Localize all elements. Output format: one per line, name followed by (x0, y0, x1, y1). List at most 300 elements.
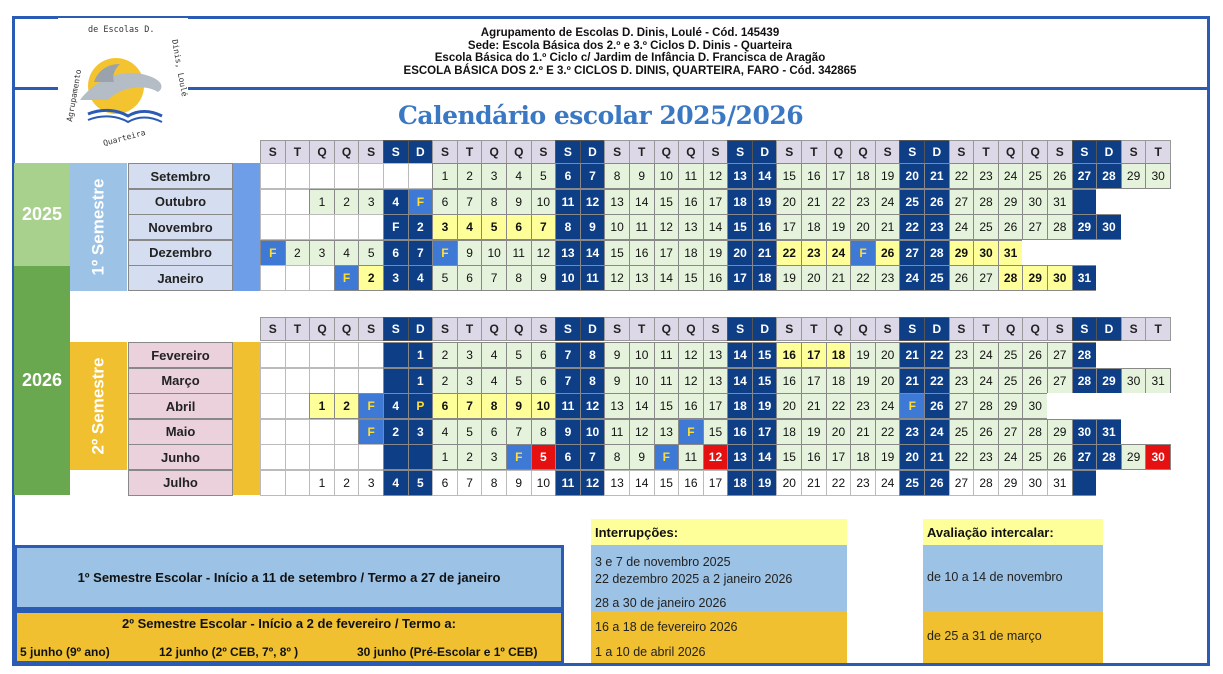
day-cell: 14 (727, 368, 753, 394)
day-cell: 5 (481, 214, 507, 240)
day-cell: 20 (875, 342, 901, 368)
day-cell: 15 (703, 419, 729, 445)
day-cell: 22 (924, 368, 950, 394)
day-cell: 30 (1047, 265, 1073, 291)
day-cell: 13 (727, 444, 753, 470)
day-cell: 12 (604, 265, 630, 291)
day-cell: 23 (973, 444, 999, 470)
month-row (260, 444, 1170, 470)
day-cell: 26 (924, 393, 950, 419)
day-cell (1145, 189, 1171, 215)
month-row (260, 265, 1170, 291)
day-cell: 16 (703, 265, 729, 291)
day-cell (260, 470, 286, 496)
day-cell (1072, 393, 1098, 419)
school-line-2: Sede: Escola Básica dos 2.º e 3.º Ciclos D. Dinis - Quarteira (467, 39, 793, 52)
day-cell: 16 (801, 163, 827, 189)
day-cell: 23 (973, 163, 999, 189)
day-cell (334, 342, 360, 368)
weekday-header-cell: S (604, 317, 630, 341)
day-cell (358, 214, 384, 240)
day-cell: 28 (998, 265, 1024, 291)
weekday-header-cell: S (260, 140, 286, 164)
day-cell: 11 (629, 214, 655, 240)
day-cell: F (678, 419, 704, 445)
weekday-header-cell: S (358, 317, 384, 341)
day-cell: 23 (924, 214, 950, 240)
day-cell: 21 (875, 214, 901, 240)
day-cell: 30 (973, 240, 999, 266)
semester-2-end-2ceb: 12 junho (2º CEB, 7º, 8º ) (159, 645, 299, 659)
day-cell: 30 (1096, 214, 1122, 240)
day-cell (408, 163, 434, 189)
day-cell: 20 (776, 393, 802, 419)
day-cell (1096, 240, 1122, 266)
day-cell (1047, 393, 1073, 419)
weekday-header-cell: T (973, 140, 999, 164)
weekday-header-cell: S (899, 317, 925, 341)
day-cell: 14 (654, 265, 680, 291)
day-cell: 5 (358, 240, 384, 266)
day-cell: 2 (334, 470, 360, 496)
day-cell: 22 (924, 342, 950, 368)
day-cell: 30 (1022, 393, 1048, 419)
day-cell: 21 (752, 240, 778, 266)
weekday-header-cell: S (260, 317, 286, 341)
day-cell: 10 (580, 419, 606, 445)
day-cell: 15 (678, 265, 704, 291)
interruption-1: 3 e 7 de novembro 2025 (595, 555, 731, 569)
semester-2-side-strip (233, 342, 260, 495)
day-cell: 19 (703, 240, 729, 266)
weekday-header-cell: T (1145, 140, 1171, 164)
day-cell: 21 (924, 163, 950, 189)
day-cell: 17 (826, 444, 852, 470)
day-cell: 5 (408, 470, 434, 496)
month-row (260, 393, 1170, 419)
day-cell: 23 (875, 265, 901, 291)
day-cell: 2 (457, 163, 483, 189)
day-cell (1022, 240, 1048, 266)
month-row (260, 342, 1170, 368)
day-cell (309, 342, 335, 368)
day-cell: 18 (727, 393, 753, 419)
day-cell: 29 (998, 470, 1024, 496)
day-cell: 13 (604, 393, 630, 419)
weekday-header-cell: D (580, 317, 606, 341)
day-cell: 4 (334, 240, 360, 266)
weekday-header-cell: S (1121, 140, 1147, 164)
day-cell: 1 (432, 163, 458, 189)
day-cell: 29 (998, 189, 1024, 215)
day-cell (358, 444, 384, 470)
day-cell: 30 (1022, 189, 1048, 215)
school-line-3: Escola Básica do 1.º Ciclo c/ Jardim de Infância D. Francisca de Aragão (434, 52, 826, 65)
day-cell: 18 (727, 470, 753, 496)
day-cell: 6 (432, 470, 458, 496)
day-cell (1072, 470, 1098, 496)
day-cell: 25 (1022, 163, 1048, 189)
day-cell: 27 (949, 393, 975, 419)
day-cell (1096, 470, 1122, 496)
day-cell: 22 (826, 470, 852, 496)
day-cell (1121, 214, 1147, 240)
month-label-setembro: Setembro (128, 163, 233, 189)
weekday-header-cell: Q (334, 317, 360, 341)
weekday-header-cell: S (776, 317, 802, 341)
day-cell: 31 (998, 240, 1024, 266)
day-cell: 20 (776, 189, 802, 215)
day-cell: 2 (457, 444, 483, 470)
day-cell: 9 (604, 342, 630, 368)
day-cell (285, 470, 311, 496)
day-cell: 9 (629, 444, 655, 470)
day-cell: 29 (1096, 368, 1122, 394)
day-cell: 6 (432, 393, 458, 419)
month-row (260, 240, 1170, 266)
day-cell: F (383, 214, 409, 240)
weekday-header-cell: S (703, 140, 729, 164)
weekday-header-cell: Q (678, 317, 704, 341)
day-cell: 1 (309, 393, 335, 419)
day-cell: 7 (555, 368, 581, 394)
weekday-header-cell: S (1121, 317, 1147, 341)
month-label-julho: Julho (128, 470, 233, 496)
day-cell: 17 (654, 240, 680, 266)
day-cell: 23 (850, 470, 876, 496)
day-cell: 10 (531, 470, 557, 496)
day-cell: 6 (457, 265, 483, 291)
day-cell: 26 (1022, 368, 1048, 394)
weekday-header-cell: Q (678, 140, 704, 164)
day-cell: 2 (285, 240, 311, 266)
day-cell: 11 (555, 393, 581, 419)
semester-1-info-box (14, 545, 564, 610)
day-cell: 17 (752, 419, 778, 445)
day-cell: P (408, 393, 434, 419)
day-cell: 11 (678, 444, 704, 470)
day-cell: 24 (973, 342, 999, 368)
day-cell: 6 (555, 444, 581, 470)
interruptions-title: Interrupções: (591, 519, 847, 545)
calendar-title: Calendário escolar 2025/2026 (398, 101, 804, 130)
month-label-abril: Abril (128, 393, 233, 419)
day-cell (285, 163, 311, 189)
day-cell: 6 (531, 368, 557, 394)
weekday-header-cell: S (531, 317, 557, 341)
day-cell (1121, 265, 1147, 291)
day-cell: 24 (998, 163, 1024, 189)
day-cell: 14 (703, 214, 729, 240)
day-cell: 15 (727, 214, 753, 240)
day-cell: 15 (752, 342, 778, 368)
day-cell (1072, 240, 1098, 266)
day-cell: 18 (727, 189, 753, 215)
day-cell: F (899, 393, 925, 419)
weekday-header-cell: Q (334, 140, 360, 164)
weekday-header-cell: S (432, 140, 458, 164)
day-cell: 22 (899, 214, 925, 240)
day-cell: 27 (1047, 342, 1073, 368)
day-cell: F (408, 189, 434, 215)
day-cell: 24 (998, 444, 1024, 470)
day-cell: 5 (506, 342, 532, 368)
day-cell: 12 (629, 419, 655, 445)
evaluation-s1-box (923, 545, 1103, 611)
month-row (260, 368, 1170, 394)
day-cell: 7 (457, 393, 483, 419)
day-cell: F (358, 419, 384, 445)
day-cell: 23 (850, 189, 876, 215)
weekday-header-cell: T (457, 317, 483, 341)
day-cell: 6 (481, 419, 507, 445)
day-cell: 4 (481, 342, 507, 368)
interruptions-s1-box (591, 545, 847, 611)
day-cell: 13 (654, 419, 680, 445)
day-cell: 26 (949, 265, 975, 291)
day-cell: 20 (727, 240, 753, 266)
day-cell (285, 189, 311, 215)
day-cell: 29 (1121, 163, 1147, 189)
day-cell: 7 (457, 470, 483, 496)
day-cell: 27 (1022, 214, 1048, 240)
day-cell: 8 (555, 214, 581, 240)
day-cell: 11 (506, 240, 532, 266)
evaluation-title: Avaliação intercalar: (923, 519, 1103, 545)
day-cell (309, 163, 335, 189)
day-cell: 16 (801, 444, 827, 470)
day-cell: 24 (949, 214, 975, 240)
day-cell: 31 (1072, 265, 1098, 291)
day-cell (334, 444, 360, 470)
day-cell: 26 (875, 240, 901, 266)
day-cell: 23 (850, 393, 876, 419)
day-cell: 19 (850, 368, 876, 394)
semester-2-band (70, 342, 127, 470)
day-cell: 22 (776, 240, 802, 266)
day-cell: 4 (457, 214, 483, 240)
day-cell: 12 (580, 189, 606, 215)
month-row (260, 419, 1170, 445)
day-cell (1096, 342, 1122, 368)
weekday-header-cell: Q (654, 140, 680, 164)
weekday-header-cell: S (531, 140, 557, 164)
day-cell: 10 (481, 240, 507, 266)
school-line-1: Agrupamento de Escolas D. Dinis, Loulé - Cód. 145439 (480, 27, 780, 39)
day-cell: 1 (408, 342, 434, 368)
day-cell: 12 (531, 240, 557, 266)
day-cell: 21 (850, 419, 876, 445)
day-cell: 25 (899, 189, 925, 215)
weekday-header-s1 (260, 140, 1170, 164)
day-cell: 7 (580, 163, 606, 189)
day-cell: 31 (1096, 419, 1122, 445)
day-cell: 3 (432, 214, 458, 240)
day-cell: 12 (703, 444, 729, 470)
weekday-header-cell: S (703, 317, 729, 341)
day-cell: 1 (309, 470, 335, 496)
school-header (330, 27, 930, 77)
day-cell: 9 (604, 368, 630, 394)
day-cell: 18 (826, 368, 852, 394)
day-cell: 25 (899, 470, 925, 496)
day-cell (1145, 393, 1171, 419)
day-cell: 27 (973, 265, 999, 291)
day-cell: 27 (998, 419, 1024, 445)
day-cell (260, 342, 286, 368)
day-cell: 6 (432, 189, 458, 215)
day-cell (1072, 189, 1098, 215)
day-cell: 5 (457, 419, 483, 445)
day-cell (383, 444, 409, 470)
day-cell: 13 (629, 265, 655, 291)
month-label-maio: Maio (128, 419, 233, 445)
weekday-header-cell: S (555, 317, 581, 341)
day-cell (309, 444, 335, 470)
weekday-header-cell: Q (850, 140, 876, 164)
day-cell (309, 214, 335, 240)
day-cell (1121, 393, 1147, 419)
day-cell: 16 (727, 419, 753, 445)
day-cell: 19 (875, 163, 901, 189)
day-cell: 4 (383, 189, 409, 215)
day-cell: 20 (899, 163, 925, 189)
day-cell (285, 342, 311, 368)
semester-1-band (70, 163, 127, 291)
day-cell: 16 (752, 214, 778, 240)
day-cell: 14 (629, 470, 655, 496)
day-cell: 13 (604, 470, 630, 496)
day-cell: 2 (334, 189, 360, 215)
day-cell: 4 (383, 393, 409, 419)
day-cell: 11 (654, 368, 680, 394)
weekday-header-s2 (260, 317, 1170, 341)
day-cell: 4 (506, 163, 532, 189)
day-cell: 30 (1121, 368, 1147, 394)
day-cell: 4 (383, 470, 409, 496)
interruption-3: 28 a 30 de janeiro 2026 (595, 596, 727, 610)
day-cell: 12 (703, 163, 729, 189)
weekday-header-cell: S (875, 317, 901, 341)
month-label-outubro: Outubro (128, 189, 233, 215)
year-2025-label: 2025 (21, 204, 63, 224)
day-cell: 3 (358, 189, 384, 215)
day-cell: 21 (801, 393, 827, 419)
day-cell: 13 (703, 342, 729, 368)
day-cell: 25 (1022, 444, 1048, 470)
day-cell: 26 (1047, 163, 1073, 189)
day-cell: 20 (801, 265, 827, 291)
day-cell: 8 (481, 393, 507, 419)
day-cell: 28 (973, 393, 999, 419)
day-cell: 2 (432, 342, 458, 368)
weekday-header-cell: T (457, 140, 483, 164)
day-cell: 24 (826, 240, 852, 266)
day-cell: 19 (752, 393, 778, 419)
day-cell: 6 (531, 342, 557, 368)
day-cell (334, 419, 360, 445)
day-cell (408, 444, 434, 470)
weekday-header-cell: S (1072, 140, 1098, 164)
day-cell: 7 (555, 342, 581, 368)
day-cell: 7 (580, 444, 606, 470)
weekday-header-cell: S (899, 140, 925, 164)
day-cell: 26 (924, 470, 950, 496)
weekday-header-cell: D (752, 140, 778, 164)
weekday-header-cell: D (1096, 317, 1122, 341)
day-cell: F (850, 240, 876, 266)
day-cell: 30 (1072, 419, 1098, 445)
weekday-header-cell: T (629, 140, 655, 164)
day-cell: 17 (727, 265, 753, 291)
weekday-header-cell: Q (309, 140, 335, 164)
day-cell: 21 (826, 265, 852, 291)
day-cell: 30 (1022, 470, 1048, 496)
day-cell: 22 (949, 444, 975, 470)
weekday-header-cell: T (285, 317, 311, 341)
school-line-4: ESCOLA BÁSICA DOS 2.º E 3.º CICLOS D. DINIS, QUARTEIRA, FARO - Cód. 342865 (403, 64, 857, 77)
semester-2-label: 2º Semestre (88, 357, 108, 455)
day-cell: 5 (432, 265, 458, 291)
day-cell: 11 (678, 163, 704, 189)
day-cell: 25 (973, 214, 999, 240)
day-cell: 27 (949, 189, 975, 215)
day-cell: 17 (776, 214, 802, 240)
day-cell: 13 (604, 189, 630, 215)
day-cell: 3 (457, 342, 483, 368)
day-cell: 24 (875, 470, 901, 496)
day-cell (285, 444, 311, 470)
day-cell: 17 (703, 393, 729, 419)
weekday-header-cell: S (383, 317, 409, 341)
weekday-header-cell: Q (850, 317, 876, 341)
day-cell: 3 (481, 444, 507, 470)
day-cell: 11 (555, 189, 581, 215)
day-cell: 5 (531, 163, 557, 189)
day-cell: 26 (1047, 444, 1073, 470)
school-logo (58, 18, 188, 158)
day-cell: 10 (531, 189, 557, 215)
day-cell: 4 (481, 368, 507, 394)
interruption-2: 22 dezembro 2025 a 2 janeiro 2026 (595, 572, 793, 586)
day-cell (285, 419, 311, 445)
day-cell: 20 (826, 419, 852, 445)
weekday-header-cell: T (801, 317, 827, 341)
day-cell: 24 (899, 265, 925, 291)
day-cell: 26 (1022, 342, 1048, 368)
month-label-janeiro: Janeiro (128, 265, 233, 291)
day-cell: 17 (703, 189, 729, 215)
weekday-header-cell: S (383, 140, 409, 164)
weekday-header-cell: Q (481, 317, 507, 341)
day-cell: 28 (1096, 163, 1122, 189)
day-cell (1145, 214, 1171, 240)
semester-1-info-text: 1º Semestre Escolar - Início a 11 de setembro / Termo a 27 de janeiro (77, 570, 501, 585)
day-cell: 19 (875, 444, 901, 470)
day-cell: 16 (776, 368, 802, 394)
day-cell: 14 (752, 444, 778, 470)
day-cell: 7 (408, 240, 434, 266)
day-cell: 16 (678, 393, 704, 419)
day-cell: 17 (703, 470, 729, 496)
day-cell (285, 368, 311, 394)
weekday-header-cell: S (555, 140, 581, 164)
weekday-header-cell: S (1047, 317, 1073, 341)
day-cell: 27 (1072, 163, 1098, 189)
day-cell: 25 (998, 368, 1024, 394)
day-cell: 2 (383, 419, 409, 445)
day-cell: 19 (801, 419, 827, 445)
